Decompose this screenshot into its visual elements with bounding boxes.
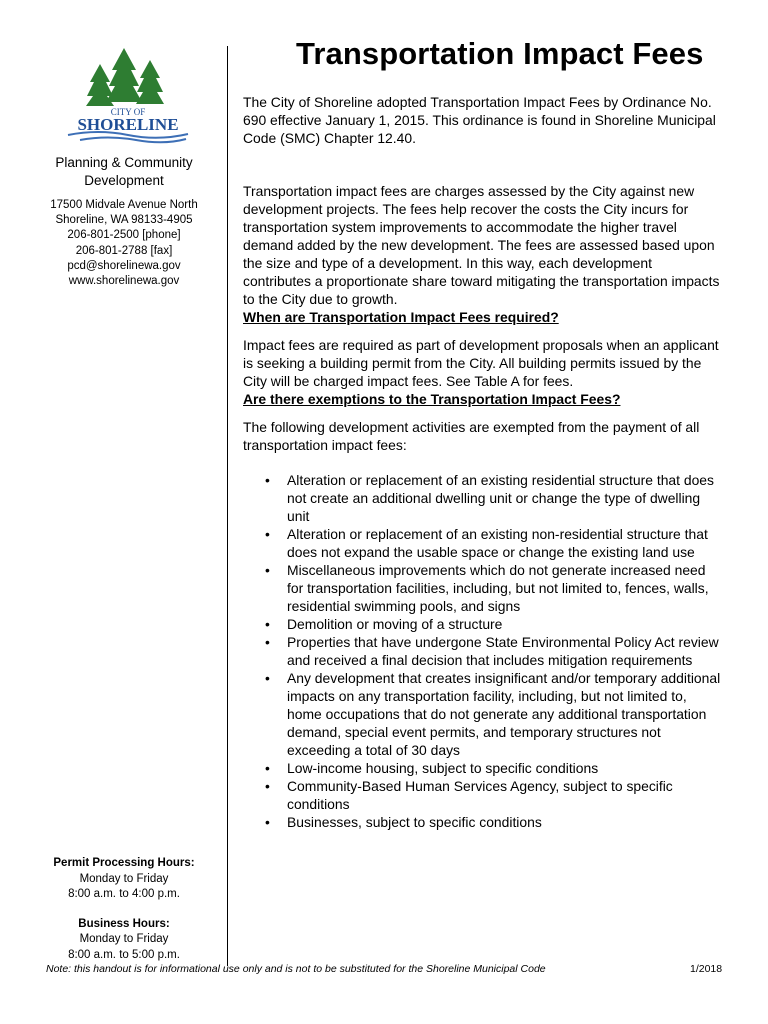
phone: 206-801-2500 [phone] bbox=[67, 229, 181, 242]
list-item: • Alteration or replacement of an existing residential structure that does not create an additional dwelling unit or change the type of dwelling unit bbox=[287, 471, 723, 525]
section-heading-required: When are Transportation Impact Fees required? bbox=[243, 309, 559, 325]
page-title: Transportation Impact Fees bbox=[296, 36, 704, 71]
column-divider bbox=[227, 46, 228, 966]
intro-paragraph: The City of Shoreline adopted Transportation Impact Fees by Ordinance No. 690 effective January 1, 2015. This ordinance is found in Shoreline Municipal Code (SMC) Chapter 12.40. bbox=[243, 94, 716, 146]
permit-hours-label: Permit Processing Hours: bbox=[53, 857, 195, 869]
email-link[interactable]: pcd@shorelinewa.gov bbox=[67, 259, 181, 272]
permit-hours-time: 8:00 a.m. to 4:00 p.m. bbox=[68, 888, 180, 900]
list-item: • Any development that creates insignificant and/or temporary additional impacts on any transportation facility, including, but not limited to, home occupations that do not generate any additional transportation demand, special event permits, and temporary structures not exceeding a total of 30 days bbox=[287, 669, 723, 759]
logo-name: SHORELINE bbox=[77, 115, 179, 134]
section-body-required: Impact fees are required as part of development proposals when an applicant is seeking a building permit from the City. All building permits issued by the City will be charged impact fees. See Table A for fees. bbox=[243, 337, 719, 389]
address-line-1: 17500 Midvale Avenue North bbox=[50, 199, 198, 211]
list-item: • Miscellaneous improvements which do not generate increased need for transportation facilities, including, but not limited to, fences, walls, residential swimming pools, and signs bbox=[287, 561, 723, 615]
description-paragraph: Transportation impact fees are charges assessed by the City against new development projects. The fees help recover the costs the City incurs for transportation system improvements to accommodate the higher travel demand added by the new development. The fees are assessed based upon the size and type of a development. In this way, each development contributes a proportionate share toward mitigating the transportation impacts to the City due to growth. bbox=[243, 183, 720, 307]
list-item: • Community-Based Human Services Agency, subject to specific conditions bbox=[287, 777, 723, 813]
business-hours-time: 8:00 a.m. to 5:00 p.m. bbox=[68, 948, 180, 961]
fax: 206-801-2788 [fax] bbox=[75, 244, 173, 257]
hours-block bbox=[36, 856, 212, 963]
list-item: • Low-income housing, subject to specific conditions bbox=[287, 759, 723, 777]
list-item: • Properties that have undergone State Environmental Policy Act review and received a final decision that includes mitigation requirements bbox=[287, 633, 723, 669]
business-hours-days: Monday to Friday bbox=[79, 933, 169, 945]
department-name: Planning & Community Development bbox=[55, 155, 193, 188]
tree-icon bbox=[86, 48, 164, 106]
main-content bbox=[243, 93, 723, 831]
exemptions-list bbox=[243, 471, 723, 831]
list-item: • Businesses, subject to specific conditions bbox=[287, 813, 723, 831]
list-item: • Demolition or moving of a structure bbox=[287, 615, 723, 633]
list-item: • Alteration or replacement of an existing non-residential structure that does not expand the usable space or change the existing land use bbox=[287, 525, 723, 561]
contact-block bbox=[30, 198, 218, 289]
section-heading-exemptions: Are there exemptions to the Transportation Impact Fees? bbox=[243, 391, 621, 407]
business-hours-label: Business Hours: bbox=[78, 917, 170, 930]
logo-small-text: CITY OF bbox=[110, 107, 146, 117]
section-body-exemptions: The following development activities are exempted from the payment of all transportation impact fees: bbox=[243, 419, 700, 453]
footer-note: Note: this handout is for informational use only and is not to be substituted for the Shoreline Municipal Code bbox=[46, 963, 546, 975]
footer-date: 1/2018 bbox=[690, 963, 723, 975]
shoreline-logo bbox=[58, 44, 198, 144]
permit-hours-days: Monday to Friday bbox=[79, 872, 169, 885]
address-line-2: Shoreline, WA 98133-4905 bbox=[55, 214, 193, 227]
website-link[interactable]: www.shorelinewa.gov bbox=[68, 275, 180, 288]
